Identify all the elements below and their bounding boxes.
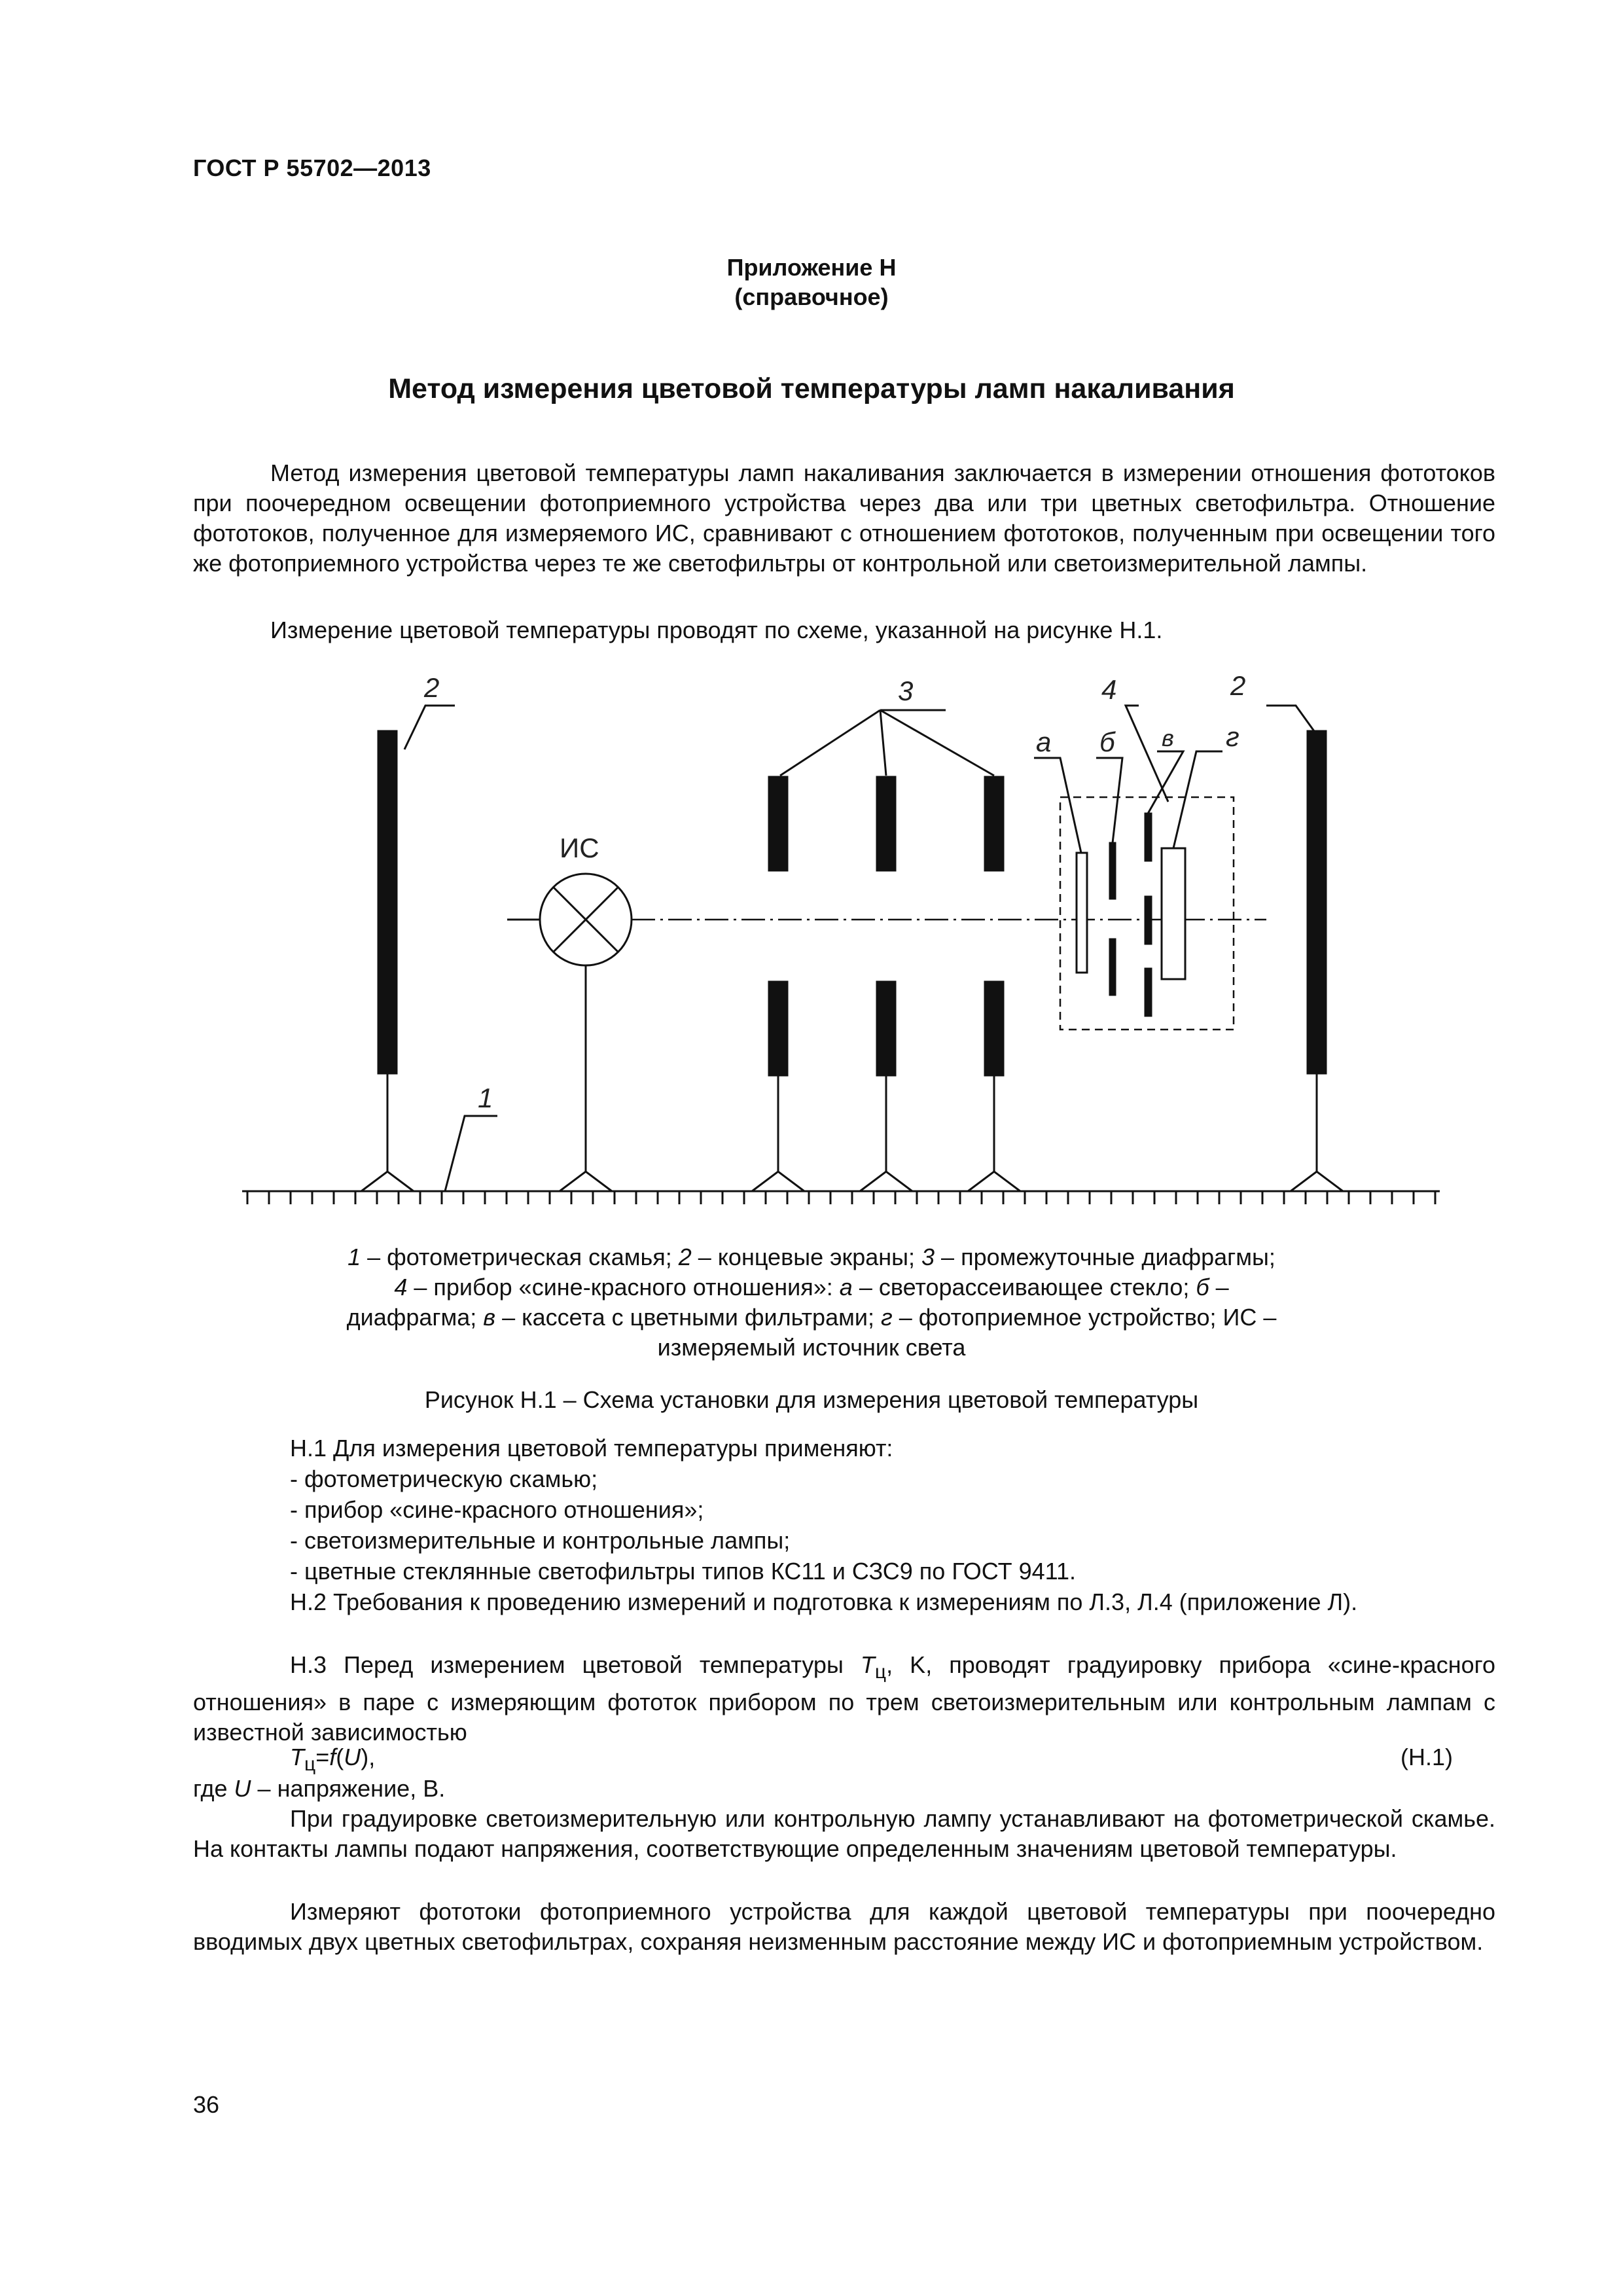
calibration-paragraph: При градуировке светоизмерительную или контрольную лампу устанавливают на фотометрической скамье. На контакты лампы подают напряжения, соответствующие определенным значениям цветовой температуры. bbox=[193, 1805, 1495, 1862]
label-screen-right: 2 bbox=[1230, 670, 1246, 701]
label-diaphragms: 3 bbox=[898, 675, 914, 706]
device-diaphragm bbox=[1110, 939, 1115, 995]
list-item: - фотометрическую скамью; bbox=[290, 1465, 598, 1492]
measurement-paragraph: Измеряют фототоки фотоприемного устройства для каждой цветовой температуры при поочередно вводимых двух цветных светофильтрах, сохраняя неизменным расстояние между ИС и фотоприемным устройством. bbox=[193, 1898, 1495, 1955]
label-screen-left: 2 bbox=[424, 672, 440, 703]
figure-reference-paragraph: Измерение цветовой температуры проводят по схеме, указанной на рисунке Н.1. bbox=[270, 617, 1163, 643]
list-item: - цветные стеклянные светофильтры типов КС11 и СЗС9 по ГОСТ 9411. bbox=[290, 1558, 1077, 1585]
figure-legend: 1 – фотометрическая скамья; 2 – концевые экраны; 3 – промежуточные диафрагмы; 4 – прибор «сине-красного отношения»: а – светорассеивающее стекло; б –диафрагма; в – кассета с цветными фильтрами; г – фотоприемное устройство; ИС – измеряемый источник света bbox=[346, 1244, 1277, 1361]
intro-paragraph: Метод измерения цветовой температуры ламп накаливания заключается в измерении отношения фототоков при поочередном освещении фотоприемного устройства через два или три цветных светофильтра. Отношение фототоков, полученное для измеряемого ИС, сравнивают с отношением фототоков, полученным при освещении того же фотоприемного устройства через те же светофильтры от контрольной или светоизмерительной лампы. bbox=[193, 459, 1495, 577]
formula-number: (Н.1) bbox=[1400, 1744, 1453, 1770]
appendix-label: Приложение Н bbox=[726, 254, 897, 281]
label-v: в bbox=[1162, 725, 1174, 751]
appendix-kind: (справочное) bbox=[734, 283, 889, 310]
list-item: - прибор «сине-красного отношения»; bbox=[290, 1496, 704, 1523]
bench-ticks bbox=[247, 1191, 1435, 1204]
left-end-screen bbox=[378, 731, 397, 1073]
label-b: б bbox=[1099, 726, 1115, 757]
diaphragm-2-bottom bbox=[877, 982, 895, 1075]
label-bench: 1 bbox=[478, 1083, 493, 1113]
clause-h2: Н.2 Требования к проведению измерений и подготовка к измерениям по Л.3, Л.4 (приложение Л). bbox=[290, 1588, 1358, 1615]
clause-h1-intro: Н.1 Для измерения цветовой температуры применяют: bbox=[290, 1435, 893, 1462]
section-title: Метод измерения цветовой температуры ламп накаливания bbox=[388, 373, 1235, 404]
label-source: ИС bbox=[560, 833, 599, 863]
photodetector bbox=[1162, 848, 1185, 979]
formula-where: где U – напряжение, В. bbox=[193, 1775, 446, 1802]
measurement-setup-diagram bbox=[0, 655, 1623, 1230]
label-g: г bbox=[1226, 721, 1240, 752]
right-end-screen bbox=[1308, 731, 1326, 1073]
page-number: 36 bbox=[193, 2091, 220, 2118]
diaphragm-3-bottom bbox=[985, 982, 1003, 1075]
diffusing-glass bbox=[1077, 853, 1087, 973]
diaphragm-1-bottom bbox=[769, 982, 787, 1075]
formula: $T_ц=f(U)$, bbox=[290, 1744, 376, 1776]
label-a: а bbox=[1036, 726, 1052, 757]
list-item: - светоизмерительные и контрольные лампы; bbox=[290, 1527, 791, 1554]
diaphragm-3-top bbox=[985, 777, 1003, 870]
diaphragm-1-top bbox=[769, 777, 787, 870]
label-device: 4 bbox=[1101, 674, 1117, 705]
figure-caption: Рисунок Н.1 – Схема установки для измерения цветовой температуры bbox=[424, 1386, 1199, 1413]
standard-number: ГОСТ Р 55702—2013 bbox=[193, 154, 431, 181]
clause-h3: Н.3 Перед измерением цветовой температуры $T_ц$, K, проводят градуировку прибора «сине-красного отношения» в паре с измеряющим фототок прибором по трем светоизмерительным или контрольным лампам с известной зависимостью bbox=[193, 1651, 1495, 1746]
filter-cassette bbox=[1145, 969, 1151, 1016]
diaphragm-2-top bbox=[877, 777, 895, 870]
